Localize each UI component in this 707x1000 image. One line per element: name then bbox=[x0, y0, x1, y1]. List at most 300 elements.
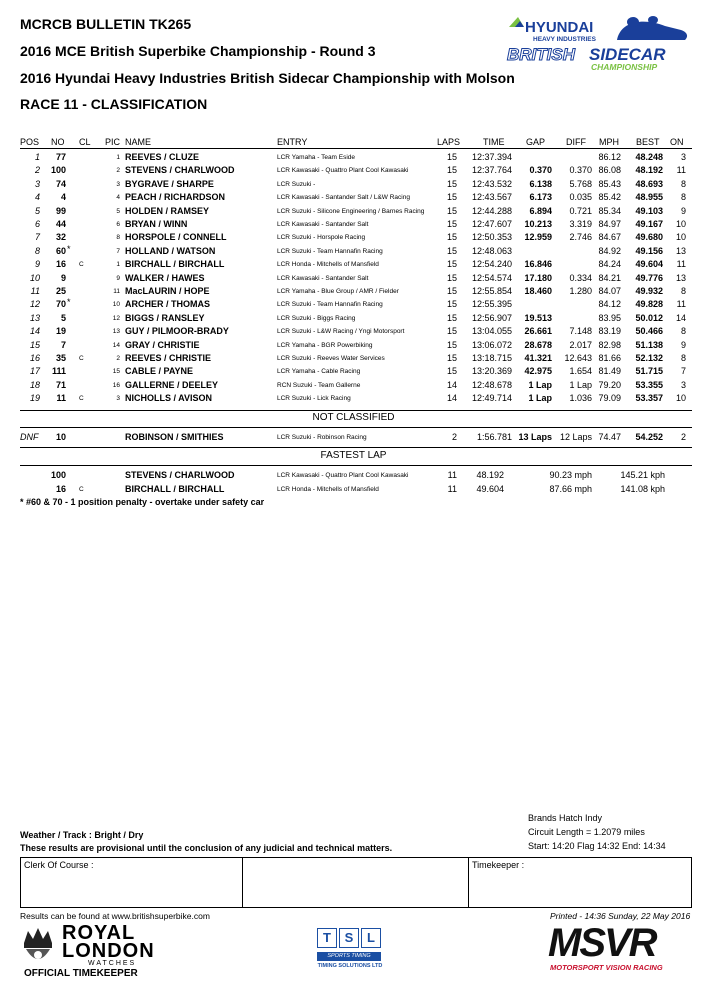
pos-cell: 1 bbox=[34, 152, 40, 162]
circuit-name: Brands Hatch Indy bbox=[528, 813, 603, 823]
time-cell: 12:50.353 bbox=[471, 232, 512, 243]
status-cell: DNF bbox=[20, 432, 39, 442]
pos-cell: 3 bbox=[34, 178, 40, 189]
fastest-lap-title: FASTEST LAP bbox=[320, 450, 387, 461]
official-timekeeper: OFFICIAL TIMEKEEPER bbox=[24, 968, 138, 979]
entry-cell: LCR Honda - Mitchells of Mansfield bbox=[277, 261, 379, 269]
mph-cell: 81.49 bbox=[598, 366, 621, 377]
sidecar-outfit-icon bbox=[505, 14, 693, 72]
pic-cell: 8 bbox=[116, 234, 120, 242]
car-number-cell: 11 bbox=[56, 393, 66, 404]
timekeeper-label: Timekeeper : bbox=[472, 860, 525, 870]
mph-cell: 90.23 mph bbox=[549, 470, 592, 480]
entry-cell: LCR Yamaha - Team Eside bbox=[277, 154, 356, 161]
table-row bbox=[0, 392, 707, 405]
table-row bbox=[0, 298, 707, 311]
championship-title: 2016 MCE British Superbike Championship - Round 3 bbox=[20, 43, 376, 59]
car-number-cell: 16 bbox=[55, 259, 66, 270]
best-on-lap-cell: 14 bbox=[675, 312, 686, 323]
diff-cell: 5.768 bbox=[569, 178, 592, 189]
best-on-lap-cell: 13 bbox=[675, 245, 686, 256]
laps-cell: 15 bbox=[446, 219, 457, 229]
col-laps: LAPS bbox=[437, 137, 461, 147]
best-lap-cell: 48.248 bbox=[635, 152, 663, 162]
entry-cell: LCR Kawasaki - Santander Salt / L&W Racing bbox=[277, 194, 410, 202]
table-row bbox=[0, 218, 707, 231]
pos-cell: 17 bbox=[29, 366, 40, 377]
gap-cell: 1 Lap bbox=[528, 379, 552, 390]
best-lap-cell: 49.680 bbox=[635, 232, 663, 243]
col-gap: GAP bbox=[526, 137, 546, 147]
laps-cell: 15 bbox=[446, 205, 457, 216]
car-number-cell: 5 bbox=[60, 312, 66, 323]
class-cell: C bbox=[79, 261, 84, 269]
col-diff: DIFF bbox=[566, 137, 586, 147]
crew-name-cell: WALKER / HAWES bbox=[125, 272, 205, 283]
best-on-lap-cell: 3 bbox=[680, 152, 686, 162]
crew-name-cell: STEVENS / CHARLWOOD bbox=[125, 165, 235, 176]
best-lap-cell: 49.932 bbox=[635, 286, 663, 296]
laps-cell: 15 bbox=[446, 232, 457, 243]
entry-cell: LCR Suzuki - Horspole Racing bbox=[277, 234, 366, 242]
penalty-marker: * bbox=[67, 243, 71, 254]
msvr-logo bbox=[548, 921, 692, 975]
car-number-cell: 60 bbox=[55, 245, 66, 256]
best-lap-cell: 53.355 bbox=[635, 379, 663, 390]
mph-cell: 82.98 bbox=[598, 339, 621, 350]
time-cell: 12:43.532 bbox=[471, 178, 512, 189]
best-lap-cell: 50.012 bbox=[635, 312, 663, 323]
pic-cell: 12 bbox=[112, 314, 120, 322]
pic-cell: 13 bbox=[112, 328, 120, 336]
best-lap-cell: 49.167 bbox=[635, 219, 663, 229]
mph-cell: 84.24 bbox=[598, 259, 621, 270]
pos-cell: 6 bbox=[34, 219, 40, 229]
crew-name-cell: REEVES / CLUZE bbox=[125, 152, 200, 162]
results-url: Results can be found at www.britishsuperbike.com bbox=[20, 911, 210, 921]
table-row bbox=[0, 379, 707, 392]
gap-cell: 28.678 bbox=[524, 339, 552, 350]
diff-cell: 12 Laps bbox=[559, 432, 592, 442]
class-cell: C bbox=[79, 355, 84, 362]
crew-name-cell: NICHOLLS / AVISON bbox=[125, 393, 213, 404]
time-cell: 12:56.907 bbox=[471, 312, 512, 323]
table-row bbox=[0, 352, 707, 365]
crew-name-cell: PEACH / RICHARDSON bbox=[125, 192, 226, 203]
time-cell: 12:37.394 bbox=[471, 152, 512, 162]
mph-cell: 87.66 mph bbox=[549, 484, 592, 494]
royal-wordmark: ROYAL bbox=[62, 922, 136, 944]
diff-cell: 0.334 bbox=[569, 272, 592, 283]
gap-cell: 6.894 bbox=[529, 205, 552, 216]
table-row bbox=[0, 245, 707, 258]
laps-cell: 15 bbox=[446, 286, 457, 296]
diff-cell: 0.370 bbox=[569, 165, 592, 176]
crew-name-cell: BIGGS / RANSLEY bbox=[125, 312, 205, 323]
best-on-lap-cell: 8 bbox=[680, 178, 686, 189]
mph-cell: 85.34 bbox=[598, 205, 621, 216]
best-on-lap-cell: 2 bbox=[680, 432, 686, 442]
mph-cell: 83.19 bbox=[598, 326, 621, 337]
diff-cell: 2.746 bbox=[569, 232, 592, 243]
gap-cell: 26.661 bbox=[524, 326, 552, 337]
best-on-lap-cell: 7 bbox=[680, 366, 686, 377]
fastest-lap-row bbox=[0, 483, 707, 496]
time-cell: 13:04.055 bbox=[471, 326, 512, 337]
diff-cell: 3.319 bbox=[569, 219, 592, 229]
penalty-note: * #60 & 70 - 1 position penalty - overtake under safety car bbox=[20, 497, 265, 507]
col-entry: ENTRY bbox=[277, 137, 308, 147]
gap-cell: 17.180 bbox=[524, 272, 552, 283]
time-cell: 12:48.063 bbox=[471, 245, 512, 256]
pos-cell: 8 bbox=[34, 245, 40, 256]
gap-cell: 19.513 bbox=[524, 312, 552, 323]
best-on-lap-cell: 11 bbox=[676, 259, 686, 270]
mph-cell: 83.95 bbox=[598, 312, 621, 323]
pos-cell: 11 bbox=[30, 286, 40, 296]
time-cell: 13:20.369 bbox=[471, 366, 512, 377]
penalty-marker: * bbox=[67, 297, 71, 308]
best-on-lap-cell: 10 bbox=[675, 393, 686, 404]
col-mph: MPH bbox=[599, 137, 619, 147]
mph-cell: 79.09 bbox=[598, 393, 621, 404]
tsl-letter-l: L bbox=[361, 928, 381, 948]
entry-cell: RCN Suzuki - Team Gallerne bbox=[277, 381, 361, 389]
pos-cell: 18 bbox=[29, 379, 40, 390]
best-lap-cell: 48.693 bbox=[635, 178, 663, 189]
mph-cell: 84.07 bbox=[598, 286, 621, 296]
laps-cell: 15 bbox=[446, 259, 457, 270]
mph-cell: 84.67 bbox=[598, 232, 621, 243]
mph-cell: 84.97 bbox=[598, 219, 621, 229]
best-lap-cell: 50.466 bbox=[635, 326, 663, 337]
car-number-cell: 32 bbox=[55, 232, 66, 243]
mph-cell: 85.42 bbox=[598, 192, 621, 203]
crew-name-cell: BIRCHALL / BIRCHALL bbox=[125, 484, 225, 494]
sidecar-title: 2016 Hyundai Heavy Industries British Sidecar Championship with Molson bbox=[20, 70, 515, 86]
table-row bbox=[0, 312, 707, 325]
car-number-cell: 74 bbox=[55, 178, 66, 189]
pic-cell: 5 bbox=[116, 207, 120, 215]
car-number-cell: 19 bbox=[55, 326, 66, 337]
table-row bbox=[0, 231, 707, 244]
divider bbox=[20, 427, 692, 428]
laps-cell: 15 bbox=[446, 272, 457, 283]
entry-cell: LCR Suzuki - Reeves Water Services bbox=[277, 355, 385, 362]
time-cell: 12:55.854 bbox=[471, 286, 512, 296]
car-number-cell: 99 bbox=[55, 205, 66, 216]
laps-cell: 15 bbox=[446, 299, 457, 310]
gap-cell: 13 Laps bbox=[518, 432, 552, 442]
crew-name-cell: BYGRAVE / SHARPE bbox=[125, 178, 214, 189]
tsl-letter-t: T bbox=[317, 928, 337, 948]
car-number-cell: 25 bbox=[55, 286, 66, 296]
entry-cell: LCR Suzuki - bbox=[277, 180, 316, 188]
car-number-cell: 100 bbox=[50, 165, 66, 176]
best-on-lap-cell: 9 bbox=[680, 205, 686, 216]
sidecar-wordmark: SIDECAR bbox=[589, 45, 666, 64]
time-cell: 12:55.395 bbox=[471, 299, 512, 310]
london-wordmark: LONDON bbox=[62, 940, 155, 962]
diff-cell: 1.036 bbox=[569, 393, 592, 404]
diff-cell: 1.654 bbox=[569, 366, 592, 377]
entry-cell: LCR Kawasaki - Quattro Plant Cool Kawasaki bbox=[277, 472, 409, 479]
pos-cell: 15 bbox=[29, 339, 40, 350]
kph-cell: 145.21 kph bbox=[620, 470, 665, 480]
mph-cell: 74.47 bbox=[598, 432, 621, 442]
pos-cell: 16 bbox=[29, 353, 40, 363]
table-row bbox=[0, 151, 707, 164]
pos-cell: 10 bbox=[29, 272, 40, 283]
table-row bbox=[0, 325, 707, 338]
entry-cell: LCR Yamaha - BGR Powerbiking bbox=[277, 341, 373, 349]
car-number-cell: 16 bbox=[55, 484, 66, 494]
best-lap-cell: 51.138 bbox=[635, 339, 663, 350]
entry-cell: LCR Suzuki - Lick Racing bbox=[277, 395, 351, 403]
pos-cell: 4 bbox=[34, 192, 40, 203]
british-wordmark: BRITISH bbox=[507, 45, 575, 64]
mph-cell: 84.12 bbox=[598, 299, 621, 310]
mph-cell: 79.20 bbox=[598, 379, 621, 390]
entry-cell: LCR Yamaha - Cable Racing bbox=[277, 368, 361, 376]
pos-cell: 14 bbox=[29, 326, 40, 337]
table-row bbox=[0, 191, 707, 204]
best-lap-cell: 49.776 bbox=[635, 272, 663, 283]
printed-timestamp: Printed - 14:36 Sunday, 22 May 2016 bbox=[550, 911, 691, 921]
table-row bbox=[0, 431, 707, 444]
lap-cell: 11 bbox=[447, 484, 457, 494]
pos-cell: 13 bbox=[29, 312, 40, 323]
best-on-lap-cell: 11 bbox=[676, 165, 686, 176]
championship-wordmark: CHAMPIONSHIP bbox=[591, 62, 658, 72]
best-on-lap-cell: 10 bbox=[675, 219, 686, 229]
tsl-logo bbox=[315, 928, 385, 974]
pic-cell: 14 bbox=[112, 341, 120, 349]
best-lap-cell: 51.715 bbox=[635, 366, 663, 377]
table-row bbox=[0, 339, 707, 352]
pos-cell: 12 bbox=[29, 299, 40, 310]
divider bbox=[20, 465, 692, 466]
crew-name-cell: GALLERNE / DEELEY bbox=[125, 379, 219, 390]
table-row bbox=[0, 205, 707, 218]
best-lap-cell: 49.828 bbox=[635, 299, 663, 310]
pos-cell: 5 bbox=[34, 205, 40, 216]
entry-cell: LCR Suzuki - Biggs Racing bbox=[277, 314, 356, 322]
tsl-name: TIMING SOLUTIONS LTD bbox=[317, 963, 383, 969]
laps-cell: 15 bbox=[446, 152, 457, 162]
gap-cell: 6.138 bbox=[529, 178, 552, 189]
pic-cell: 4 bbox=[116, 194, 120, 202]
entry-cell: LCR Suzuki - Team Hannafin Racing bbox=[277, 247, 383, 255]
clerk-of-course-field bbox=[21, 858, 243, 907]
time-cell: 48.192 bbox=[476, 470, 504, 480]
tsl-letter-s: S bbox=[339, 928, 359, 948]
clerk-label: Clerk Of Course : bbox=[24, 860, 94, 870]
crew-name-cell: GRAY / CHRISTIE bbox=[125, 339, 200, 350]
gap-cell: 41.321 bbox=[524, 353, 552, 363]
best-on-lap-cell: 11 bbox=[676, 299, 686, 310]
diff-cell: 7.148 bbox=[569, 326, 592, 337]
time-cell: 12:48.678 bbox=[471, 379, 512, 390]
car-number-cell: 44 bbox=[55, 219, 66, 229]
car-number-cell: 70 bbox=[55, 299, 66, 310]
laps-cell: 15 bbox=[446, 178, 457, 189]
laps-cell: 15 bbox=[446, 165, 457, 176]
laps-cell: 15 bbox=[446, 353, 457, 363]
mph-cell: 84.21 bbox=[598, 272, 621, 283]
diff-cell: 12.643 bbox=[564, 353, 592, 363]
time-cell: 1:56.781 bbox=[476, 432, 512, 442]
msvr-wordmark: MSVR bbox=[548, 921, 656, 965]
best-lap-cell: 54.252 bbox=[635, 432, 663, 442]
col-best: BEST bbox=[636, 137, 660, 147]
crew-name-cell: GUY / PILMOOR-BRADY bbox=[125, 326, 229, 337]
tsl-band: SPORTS TIMING bbox=[317, 952, 381, 961]
best-on-lap-cell: 13 bbox=[675, 272, 686, 283]
hyundai-wordmark: HYUNDAI bbox=[525, 19, 594, 36]
car-number-cell: 100 bbox=[50, 470, 66, 480]
kph-cell: 141.08 kph bbox=[620, 484, 665, 494]
mph-cell: 85.43 bbox=[598, 178, 621, 189]
crew-name-cell: STEVENS / CHARLWOOD bbox=[125, 470, 235, 480]
divider bbox=[20, 410, 692, 411]
pic-cell: 1 bbox=[116, 261, 120, 269]
laps-cell: 15 bbox=[446, 339, 457, 350]
msvr-subtitle: MOTORSPORT VISION RACING bbox=[550, 963, 663, 972]
time-cell: 12:47.607 bbox=[471, 219, 512, 229]
pic-cell: 2 bbox=[116, 167, 120, 175]
pos-cell: 7 bbox=[34, 232, 40, 243]
time-cell: 49.604 bbox=[476, 484, 504, 494]
tsl-letters bbox=[317, 928, 381, 950]
entry-cell: LCR Kawasaki - Santander Salt bbox=[277, 274, 369, 282]
gap-cell: 12.959 bbox=[524, 232, 552, 243]
best-on-lap-cell: 3 bbox=[680, 379, 686, 390]
hyundai-sidecar-logo bbox=[505, 14, 693, 72]
diff-cell: 1.280 bbox=[569, 286, 592, 296]
best-lap-cell: 49.103 bbox=[635, 205, 663, 216]
best-on-lap-cell: 8 bbox=[680, 192, 686, 203]
gap-cell: 6.173 bbox=[529, 192, 552, 203]
crew-name-cell: ROBINSON / SMITHIES bbox=[125, 432, 224, 442]
gap-cell: 42.975 bbox=[524, 366, 552, 377]
laps-cell: 15 bbox=[446, 192, 457, 203]
blank-field bbox=[243, 858, 469, 907]
weather-track: Weather / Track : Bright / Dry bbox=[20, 830, 144, 840]
pic-cell: 7 bbox=[116, 247, 120, 255]
signature-box bbox=[20, 857, 692, 908]
entry-cell: LCR Suzuki - Silicone Engineering / Barnes Racing bbox=[277, 207, 425, 215]
watches-text: WATCHES bbox=[88, 960, 137, 967]
col-on: ON bbox=[670, 137, 684, 147]
gap-cell: 18.460 bbox=[524, 286, 552, 296]
time-cell: 12:43.567 bbox=[471, 192, 512, 203]
car-number-cell: 71 bbox=[55, 379, 66, 390]
crew-name-cell: MacLAURIN / HOPE bbox=[125, 286, 210, 296]
fastest-lap-row bbox=[0, 469, 707, 482]
table-row bbox=[0, 365, 707, 378]
table-row bbox=[0, 164, 707, 177]
crown-crest-icon bbox=[18, 925, 58, 969]
laps-cell: 15 bbox=[446, 366, 457, 377]
race-times: Start: 14:20 Flag 14:32 End: 14:34 bbox=[528, 841, 666, 851]
class-cell: C bbox=[79, 395, 84, 403]
crew-name-cell: BRYAN / WINN bbox=[125, 219, 188, 229]
entry-cell: LCR Suzuki - Robinson Racing bbox=[277, 434, 367, 441]
laps-cell: 14 bbox=[446, 393, 457, 404]
laps-cell: 14 bbox=[446, 379, 457, 390]
entry-cell: LCR Honda - Mitchells of Mansfield bbox=[277, 486, 379, 493]
table-row bbox=[0, 272, 707, 285]
pic-cell: 15 bbox=[112, 368, 120, 376]
header-divider bbox=[20, 148, 692, 149]
time-cell: 13:18.715 bbox=[471, 353, 512, 363]
diff-cell: 2.017 bbox=[569, 339, 592, 350]
col-cl: CL bbox=[79, 137, 91, 147]
gap-cell: 16.846 bbox=[524, 259, 552, 270]
gap-cell: 0.370 bbox=[529, 165, 552, 176]
car-number-cell: 9 bbox=[60, 272, 66, 283]
entry-cell: LCR Suzuki - L&W Racing / Yngi Motorsport bbox=[277, 328, 405, 336]
time-cell: 12:37.764 bbox=[471, 165, 512, 176]
pic-cell: 1 bbox=[116, 154, 120, 161]
gap-cell: 1 Lap bbox=[528, 393, 552, 404]
heavy-industries-text: HEAVY INDUSTRIES bbox=[533, 36, 596, 43]
mph-cell: 86.12 bbox=[598, 152, 621, 162]
lap-cell: 11 bbox=[447, 470, 457, 480]
best-on-lap-cell: 8 bbox=[680, 326, 686, 337]
time-cell: 13:06.072 bbox=[471, 339, 512, 350]
diff-cell: 1 Lap bbox=[569, 379, 592, 390]
best-lap-cell: 48.192 bbox=[635, 165, 663, 176]
pic-cell: 11 bbox=[113, 288, 120, 295]
mph-cell: 86.08 bbox=[598, 165, 621, 176]
laps-cell: 15 bbox=[446, 312, 457, 323]
table-row bbox=[0, 258, 707, 271]
crew-name-cell: BIRCHALL / BIRCHALL bbox=[125, 259, 225, 270]
pic-cell: 2 bbox=[116, 355, 120, 362]
class-cell: C bbox=[79, 486, 84, 493]
best-on-lap-cell: 8 bbox=[680, 286, 686, 296]
time-cell: 12:54.574 bbox=[471, 272, 512, 283]
best-on-lap-cell: 8 bbox=[680, 353, 686, 363]
timekeeper-field bbox=[469, 858, 691, 907]
car-number-cell: 7 bbox=[60, 339, 66, 350]
time-cell: 12:44.288 bbox=[471, 205, 512, 216]
pic-cell: 3 bbox=[116, 180, 120, 188]
crew-name-cell: HORSPOLE / CONNELL bbox=[125, 232, 227, 243]
crew-name-cell: REEVES / CHRISTIE bbox=[125, 353, 212, 363]
mph-cell: 84.92 bbox=[598, 245, 621, 256]
circuit-length: Circuit Length = 1.2079 miles bbox=[528, 827, 645, 837]
crew-name-cell: HOLLAND / WATSON bbox=[125, 245, 216, 256]
pos-cell: 2 bbox=[34, 165, 40, 176]
best-lap-cell: 49.604 bbox=[635, 259, 663, 270]
time-cell: 12:54.240 bbox=[471, 259, 512, 270]
pos-cell: 19 bbox=[29, 393, 40, 404]
crew-name-cell: HOLDEN / RAMSEY bbox=[125, 205, 210, 216]
laps-cell: 2 bbox=[451, 432, 457, 442]
not-classified-title: NOT CLASSIFIED bbox=[312, 412, 395, 423]
car-number-cell: 10 bbox=[55, 432, 66, 442]
diff-cell: 0.035 bbox=[569, 192, 592, 203]
mph-cell: 81.66 bbox=[598, 353, 621, 363]
provisional-notice: These results are provisional until the conclusion of any judicial and technical matters. bbox=[20, 843, 393, 853]
time-cell: 12:49.714 bbox=[471, 393, 512, 404]
entry-cell: LCR Suzuki - Team Hannafin Racing bbox=[277, 301, 383, 309]
table-row bbox=[0, 178, 707, 191]
race-title: RACE 11 - CLASSIFICATION bbox=[20, 96, 208, 112]
